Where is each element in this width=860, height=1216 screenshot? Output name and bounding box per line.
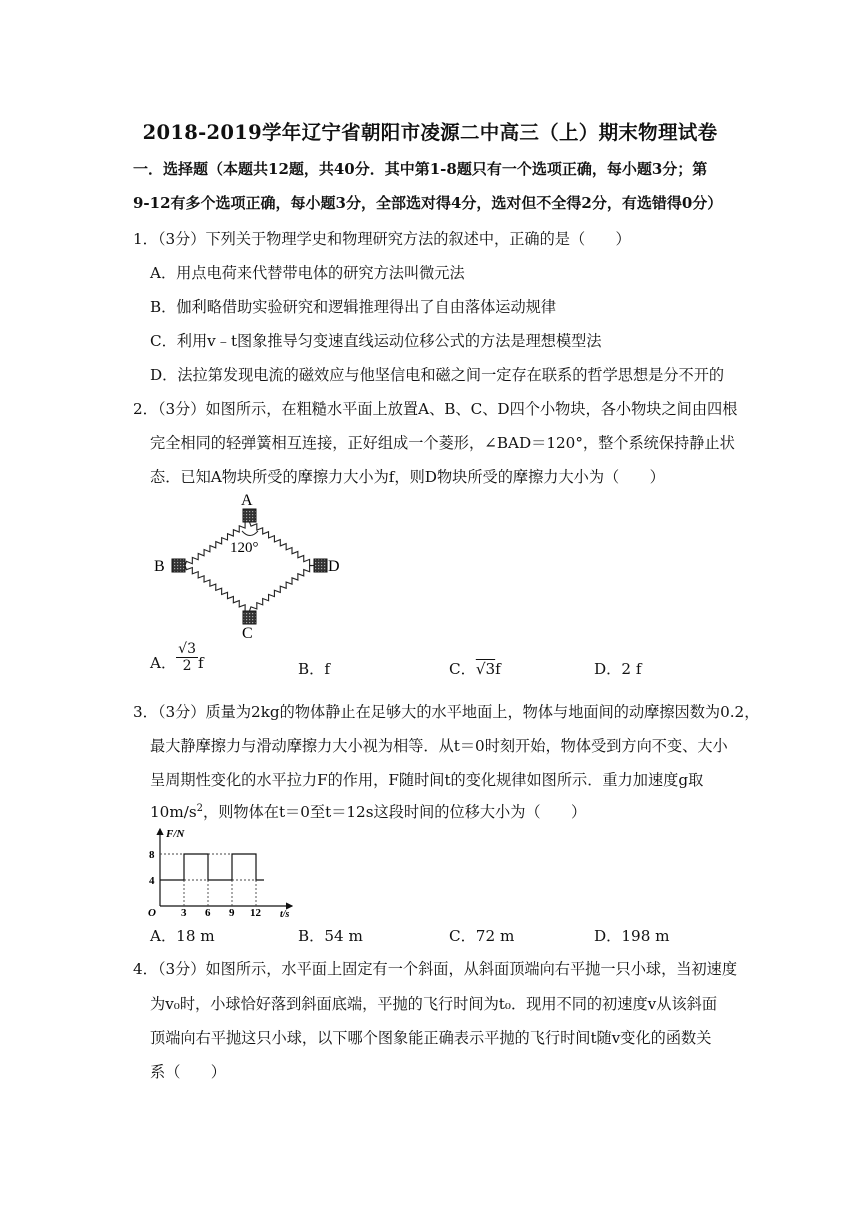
q2-option-a xyxy=(150,640,204,674)
q2-option-a-num: √3 xyxy=(178,640,196,657)
q3-option-a: A．18 m xyxy=(150,927,215,945)
q2-option-a-den: 2 xyxy=(182,657,192,674)
q4-line3: 顶端向右平抛这只小球，以下哪个图象能正确表示平抛的飞行时间t随v变化的函数关 xyxy=(150,1029,712,1047)
q2-line2: 完全相同的轻弹簧相互连接，正好组成一个菱形，∠BAD＝120°，整个系统保持静止状 xyxy=(150,434,735,452)
q3-line4-a: 10m/s xyxy=(150,803,197,821)
q3-line1: 3．（3分）质量为2kg的物体静止在足够大的水平地面上，物体与地面间的动摩擦因数为0.2， xyxy=(133,703,760,721)
q3-line4-sup: 2 xyxy=(196,802,204,814)
x-tick-6: 6 xyxy=(205,907,211,918)
x-tick-3: 3 xyxy=(181,907,187,918)
page-title: 2018-2019学年辽宁省朝阳市凌源二中高三（上）期末物理试卷 xyxy=(142,121,718,144)
q3-line2: 最大静摩擦力与滑动摩擦力大小视为相等．从t＝0时刻开始，物体受到方向不变、大小 xyxy=(150,737,728,755)
chart-tick-labels xyxy=(149,849,262,918)
q1-option-d: D．法拉第发现电流的磁效应与他坚信电和磁之间一定存在联系的哲学思想是分不开的 xyxy=(150,366,725,384)
chart-y-label: F/N xyxy=(166,828,185,840)
q2-option-a-prefix: A． xyxy=(150,654,177,672)
angle-arc xyxy=(242,531,258,536)
q2-option-d: D．2 f xyxy=(594,660,642,678)
q2-option-a-suffix: f xyxy=(197,654,204,672)
q1-option-b: B．伽利略借助实验研究和逻辑推理得出了自由落体运动规律 xyxy=(150,298,557,316)
x-tick-9: 9 xyxy=(229,907,235,918)
q2-option-c-radical: √3 xyxy=(475,660,496,678)
section-heading-line1: 一．选择题（本题共12题，共40分．其中第1-8题只有一个选项正确，每小题3分；第 xyxy=(133,160,708,178)
label-d: D xyxy=(328,558,340,575)
q2-option-c-prefix: C． xyxy=(449,660,476,678)
y-tick-8: 8 xyxy=(149,849,155,861)
angle-label: 120° xyxy=(230,540,259,556)
chart-series-line xyxy=(160,854,264,880)
block-b xyxy=(172,559,185,572)
q2-option-c xyxy=(449,658,501,679)
q3-line4-b: ，则物体在t＝0至t＝12s这段时间的位移大小为（ ） xyxy=(203,803,587,821)
label-b: B xyxy=(154,558,165,575)
block-a xyxy=(243,509,256,522)
q2-line1: 2．（3分）如图所示，在粗糙水平面上放置A、B、C、D四个小物块，各小物块之间由四根 xyxy=(133,400,738,418)
q4-line2: 为v₀时，小球恰好落到斜面底端，平抛的飞行时间为t₀．现用不同的初速度v从该斜面 xyxy=(150,995,718,1013)
label-a: A xyxy=(241,492,253,509)
q4-line1: 4．（3分）如图所示，水平面上固定有一个斜面，从斜面顶端向右平抛一只小球，当初速度 xyxy=(133,960,738,978)
q3-line3: 呈周期性变化的水平拉力F的作用，F随时间t的变化规律如图所示．重力加速度g取 xyxy=(150,771,704,789)
y-tick-4: 4 xyxy=(149,875,155,887)
q2-line3: 态．已知A物块所受的摩擦力大小为f，则D物块所受的摩擦力大小为（ ） xyxy=(150,468,665,486)
block-c xyxy=(243,611,256,624)
q3-line4 xyxy=(150,801,586,822)
spring-ad xyxy=(250,522,315,566)
q3-option-c: C．72 m xyxy=(449,927,515,945)
spring-bc xyxy=(185,566,250,612)
rhombus-spring-figure xyxy=(150,490,350,640)
label-c: C xyxy=(242,625,253,640)
chart-origin-label: O xyxy=(148,907,156,918)
block-d xyxy=(314,559,327,572)
q4-line4: 系（ ） xyxy=(150,1063,226,1081)
x-tick-12: 12 xyxy=(250,907,261,918)
chart-x-label: t/s xyxy=(280,909,290,918)
q2-option-b: B．f xyxy=(298,660,330,678)
force-time-chart xyxy=(140,826,300,918)
q1-stem: 1．（3分）下列关于物理学史和物理研究方法的叙述中，正确的是（ ） xyxy=(133,230,631,248)
q3-option-b: B．54 m xyxy=(298,927,363,945)
q1-option-c: C．利用v﹣t图象推导匀变速直线运动位移公式的方法是理想模型法 xyxy=(150,332,602,350)
q3-option-d: D．198 m xyxy=(594,927,670,945)
spring-dc xyxy=(250,565,315,611)
q2-option-c-suffix: f xyxy=(495,660,501,678)
q1-option-a: A．用点电荷来代替带电体的研究方法叫微元法 xyxy=(150,264,465,282)
section-heading-line2: 9-12有多个选项正确，每小题3分，全部选对得4分，选对但不全得2分，有选错得0分） xyxy=(133,194,723,212)
